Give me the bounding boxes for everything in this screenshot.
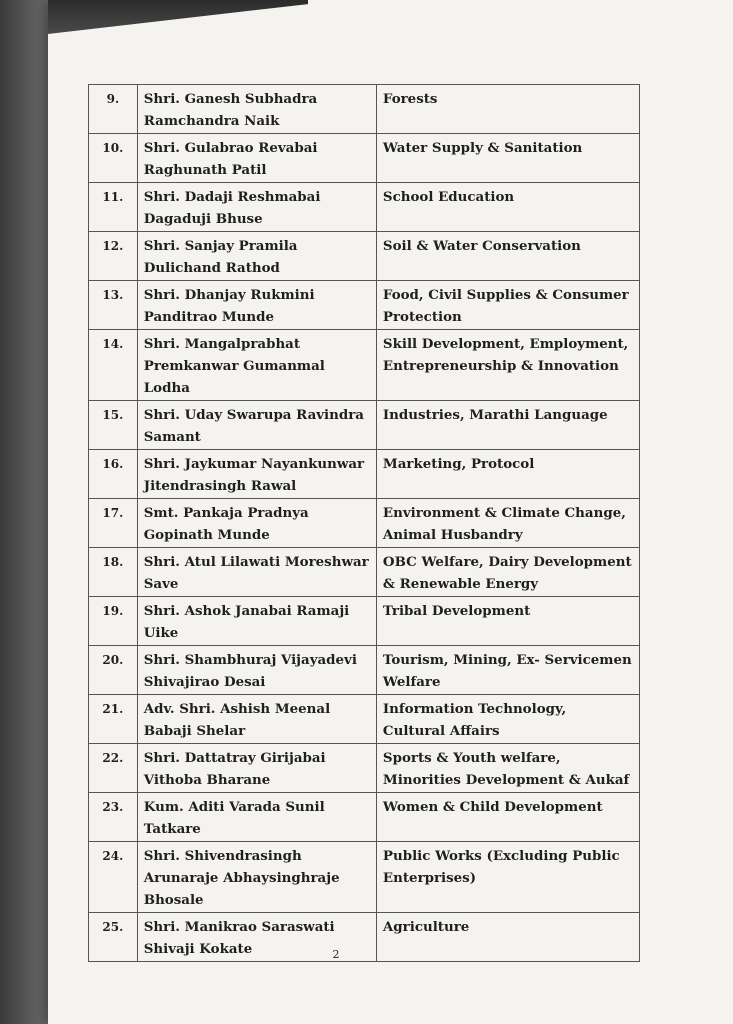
portfolio-cell: Skill Development, Employment, Entrepreneurship & Innovation [376,330,639,401]
table-row [89,401,640,450]
minister-name-cell: Shri. Sanjay Pramila Dulichand Rathod [137,232,376,281]
table-body [89,85,640,962]
portfolio-cell: OBC Welfare, Dairy Development & Renewable Energy [376,548,639,597]
ministers-portfolio-table [88,84,640,962]
table-row [89,597,640,646]
minister-name-cell: Shri. Shivendrasingh Arunaraje Abhaysinghraje Bhosale [137,842,376,913]
serial-number-cell: 22. [89,744,138,793]
minister-name-cell: Shri. Jaykumar Nayankunwar Jitendrasingh Rawal [137,450,376,499]
portfolio-cell: Tourism, Mining, Ex- Servicemen Welfare [376,646,639,695]
portfolio-cell: Agriculture [376,913,639,962]
table-row [89,232,640,281]
minister-name-cell: Shri. Dhanjay Rukmini Panditrao Munde [137,281,376,330]
minister-name-cell: Shri. Uday Swarupa Ravindra Samant [137,401,376,450]
serial-number-cell: 11. [89,183,138,232]
serial-number-cell: 16. [89,450,138,499]
table-row [89,281,640,330]
serial-number-cell: 14. [89,330,138,401]
minister-name-cell: Shri. Dadaji Reshmabai Dagaduji Bhuse [137,183,376,232]
minister-name-cell: Shri. Dattatray Girijabai Vithoba Bharane [137,744,376,793]
portfolio-cell: Industries, Marathi Language [376,401,639,450]
serial-number-cell: 24. [89,842,138,913]
table-row [89,646,640,695]
portfolio-cell: Food, Civil Supplies & Consumer Protection [376,281,639,330]
scan-left-edge [0,0,48,1024]
portfolio-cell: Forests [376,85,639,134]
minister-name-cell: Shri. Atul Lilawati Moreshwar Save [137,548,376,597]
portfolio-cell: Soil & Water Conservation [376,232,639,281]
serial-number-cell: 13. [89,281,138,330]
table-row [89,913,640,962]
minister-name-cell: Shri. Ganesh Subhadra Ramchandra Naik [137,85,376,134]
table-row [89,330,640,401]
table-row [89,450,640,499]
table-row [89,548,640,597]
minister-name-cell: Shri. Mangalprabhat Premkanwar Gumanmal Lodha [137,330,376,401]
portfolio-cell: Marketing, Protocol [376,450,639,499]
serial-number-cell: 21. [89,695,138,744]
serial-number-cell: 10. [89,134,138,183]
portfolio-cell: School Education [376,183,639,232]
table-row [89,85,640,134]
portfolio-cell: Environment & Climate Change, Animal Husbandry [376,499,639,548]
portfolio-cell: Tribal Development [376,597,639,646]
serial-number-cell: 25. [89,913,138,962]
minister-name-cell: Smt. Pankaja Pradnya Gopinath Munde [137,499,376,548]
serial-number-cell: 20. [89,646,138,695]
page-number: 2 [332,948,340,961]
serial-number-cell: 19. [89,597,138,646]
table-row [89,695,640,744]
serial-number-cell: 9. [89,85,138,134]
portfolio-cell: Information Technology, Cultural Affairs [376,695,639,744]
minister-name-cell: Kum. Aditi Varada Sunil Tatkare [137,793,376,842]
table-row [89,842,640,913]
serial-number-cell: 17. [89,499,138,548]
minister-name-cell: Shri. Shambhuraj Vijayadevi Shivajirao Desai [137,646,376,695]
scan-corner-shadow [48,0,308,34]
serial-number-cell: 12. [89,232,138,281]
table-row [89,183,640,232]
portfolio-cell: Sports & Youth welfare, Minorities Development & Aukaf [376,744,639,793]
minister-name-cell: Shri. Ashok Janabai Ramaji Uike [137,597,376,646]
serial-number-cell: 18. [89,548,138,597]
portfolio-cell: Water Supply & Sanitation [376,134,639,183]
table-row [89,499,640,548]
serial-number-cell: 15. [89,401,138,450]
table-row [89,134,640,183]
table-row [89,793,640,842]
minister-name-cell: Shri. Manikrao Saraswati Shivaji Kokate [137,913,376,962]
portfolio-cell: Women & Child Development [376,793,639,842]
minister-name-cell: Shri. Gulabrao Revabai Raghunath Patil [137,134,376,183]
table-row [89,744,640,793]
serial-number-cell: 23. [89,793,138,842]
portfolio-cell: Public Works (Excluding Public Enterprises) [376,842,639,913]
minister-name-cell: Adv. Shri. Ashish Meenal Babaji Shelar [137,695,376,744]
